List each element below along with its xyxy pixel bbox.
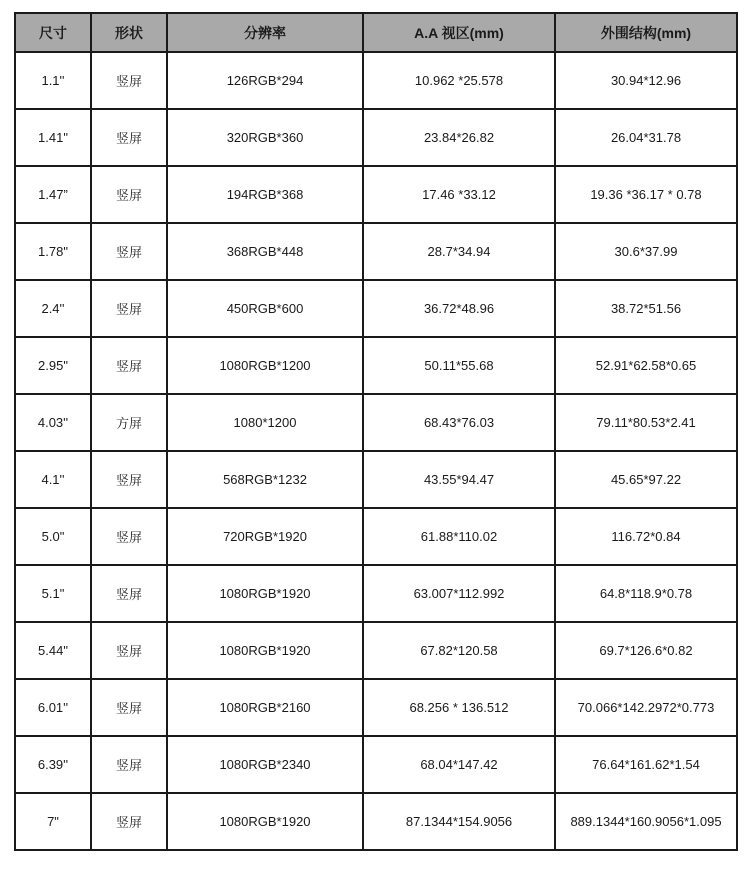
cell-active-area: 68.43*76.03 bbox=[363, 394, 555, 451]
cell-outline-dimensions: 889.1344*160.9056*1.095 bbox=[555, 793, 737, 850]
cell-size: 5.0" bbox=[15, 508, 91, 565]
cell-resolution: 368RGB*448 bbox=[167, 223, 363, 280]
cell-shape: 竖屏 bbox=[91, 565, 167, 622]
cell-resolution: 1080RGB*2160 bbox=[167, 679, 363, 736]
cell-resolution: 1080RGB*2340 bbox=[167, 736, 363, 793]
cell-active-area: 68.04*147.42 bbox=[363, 736, 555, 793]
cell-size: 4.03'' bbox=[15, 394, 91, 451]
header-outline-dimensions: 外围结构(mm) bbox=[555, 13, 737, 52]
cell-size: 1.1'' bbox=[15, 52, 91, 109]
cell-shape: 竖屏 bbox=[91, 337, 167, 394]
cell-active-area: 10.962 *25.578 bbox=[363, 52, 555, 109]
cell-active-area: 87.1344*154.9056 bbox=[363, 793, 555, 850]
cell-active-area: 67.82*120.58 bbox=[363, 622, 555, 679]
cell-size: 1.41" bbox=[15, 109, 91, 166]
cell-outline-dimensions: 45.65*97.22 bbox=[555, 451, 737, 508]
table-row bbox=[15, 679, 737, 736]
cell-resolution: 1080RGB*1920 bbox=[167, 793, 363, 850]
table-body bbox=[15, 52, 737, 850]
cell-active-area: 68.256 * 136.512 bbox=[363, 679, 555, 736]
table-row bbox=[15, 109, 737, 166]
table-row bbox=[15, 223, 737, 280]
table-row bbox=[15, 337, 737, 394]
cell-resolution: 1080RGB*1200 bbox=[167, 337, 363, 394]
cell-shape: 竖屏 bbox=[91, 223, 167, 280]
table-row bbox=[15, 451, 737, 508]
cell-outline-dimensions: 30.94*12.96 bbox=[555, 52, 737, 109]
cell-active-area: 63.007*112.992 bbox=[363, 565, 555, 622]
cell-shape: 方屏 bbox=[91, 394, 167, 451]
cell-active-area: 61.88*110.02 bbox=[363, 508, 555, 565]
cell-outline-dimensions: 26.04*31.78 bbox=[555, 109, 737, 166]
table-row bbox=[15, 166, 737, 223]
table-row bbox=[15, 508, 737, 565]
cell-outline-dimensions: 116.72*0.84 bbox=[555, 508, 737, 565]
cell-size: 5.1" bbox=[15, 565, 91, 622]
cell-size: 2.4'' bbox=[15, 280, 91, 337]
cell-resolution: 450RGB*600 bbox=[167, 280, 363, 337]
cell-size: 1.78" bbox=[15, 223, 91, 280]
cell-shape: 竖屏 bbox=[91, 52, 167, 109]
cell-outline-dimensions: 30.6*37.99 bbox=[555, 223, 737, 280]
table-row bbox=[15, 793, 737, 850]
cell-active-area: 43.55*94.47 bbox=[363, 451, 555, 508]
cell-active-area: 36.72*48.96 bbox=[363, 280, 555, 337]
cell-size: 2.95" bbox=[15, 337, 91, 394]
cell-outline-dimensions: 69.7*126.6*0.82 bbox=[555, 622, 737, 679]
cell-outline-dimensions: 79.11*80.53*2.41 bbox=[555, 394, 737, 451]
table-row bbox=[15, 622, 737, 679]
table-row bbox=[15, 280, 737, 337]
display-spec-table bbox=[14, 12, 738, 851]
cell-resolution: 1080*1200 bbox=[167, 394, 363, 451]
cell-shape: 竖屏 bbox=[91, 451, 167, 508]
cell-size: 7" bbox=[15, 793, 91, 850]
cell-resolution: 194RGB*368 bbox=[167, 166, 363, 223]
cell-shape: 竖屏 bbox=[91, 793, 167, 850]
cell-size: 5.44" bbox=[15, 622, 91, 679]
table-row bbox=[15, 394, 737, 451]
cell-outline-dimensions: 64.8*118.9*0.78 bbox=[555, 565, 737, 622]
header-row bbox=[15, 13, 737, 52]
cell-outline-dimensions: 70.066*142.2972*0.773 bbox=[555, 679, 737, 736]
table-row bbox=[15, 736, 737, 793]
cell-outline-dimensions: 19.36 *36.17 * 0.78 bbox=[555, 166, 737, 223]
table-row bbox=[15, 565, 737, 622]
cell-size: 1.47” bbox=[15, 166, 91, 223]
cell-shape: 竖屏 bbox=[91, 508, 167, 565]
header-resolution: 分辨率 bbox=[167, 13, 363, 52]
cell-active-area: 28.7*34.94 bbox=[363, 223, 555, 280]
cell-resolution: 1080RGB*1920 bbox=[167, 565, 363, 622]
header-shape: 形状 bbox=[91, 13, 167, 52]
cell-resolution: 320RGB*360 bbox=[167, 109, 363, 166]
cell-size: 6.01'' bbox=[15, 679, 91, 736]
cell-shape: 竖屏 bbox=[91, 166, 167, 223]
cell-resolution: 568RGB*1232 bbox=[167, 451, 363, 508]
cell-outline-dimensions: 76.64*161.62*1.54 bbox=[555, 736, 737, 793]
cell-size: 6.39'' bbox=[15, 736, 91, 793]
cell-shape: 竖屏 bbox=[91, 622, 167, 679]
table-row bbox=[15, 52, 737, 109]
header-size: 尺寸 bbox=[15, 13, 91, 52]
cell-resolution: 720RGB*1920 bbox=[167, 508, 363, 565]
cell-outline-dimensions: 52.91*62.58*0.65 bbox=[555, 337, 737, 394]
cell-active-area: 23.84*26.82 bbox=[363, 109, 555, 166]
cell-resolution: 126RGB*294 bbox=[167, 52, 363, 109]
cell-shape: 竖屏 bbox=[91, 280, 167, 337]
cell-resolution: 1080RGB*1920 bbox=[167, 622, 363, 679]
cell-shape: 竖屏 bbox=[91, 679, 167, 736]
cell-outline-dimensions: 38.72*51.56 bbox=[555, 280, 737, 337]
cell-active-area: 17.46 *33.12 bbox=[363, 166, 555, 223]
cell-size: 4.1'' bbox=[15, 451, 91, 508]
cell-shape: 竖屏 bbox=[91, 109, 167, 166]
header-active-area: A.A 视区(mm) bbox=[363, 13, 555, 52]
cell-shape: 竖屏 bbox=[91, 736, 167, 793]
cell-active-area: 50.11*55.68 bbox=[363, 337, 555, 394]
